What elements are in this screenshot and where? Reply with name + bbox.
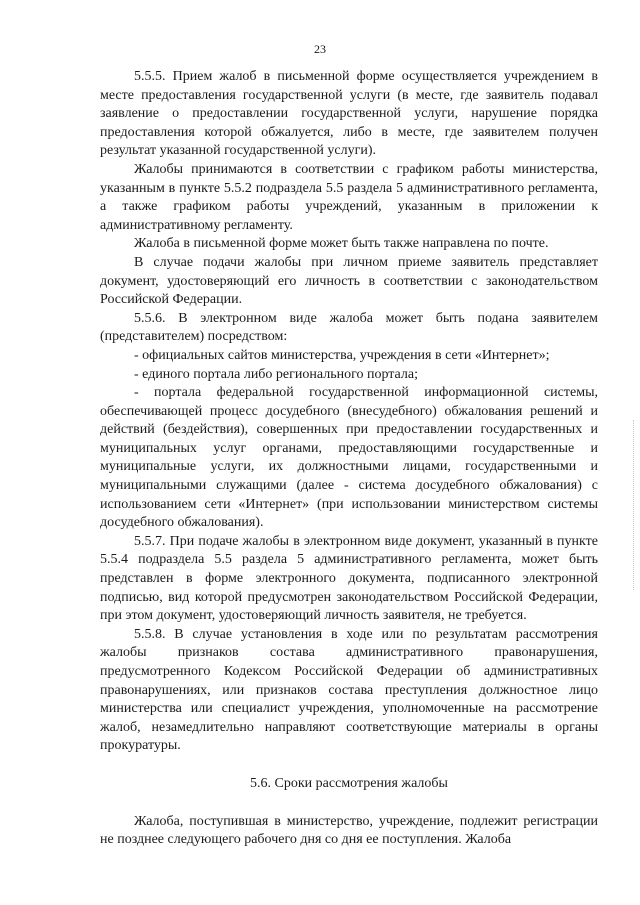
paragraph-5-5-5: 5.5.5. Прием жалоб в письменной форме осуществляется учреждением в месте предоставления государственной услуги (в месте, где заявитель подавал заявление о предоставлении государственной услуги, нарушение порядка предоставления которой обжалуется, либо в месте, где заявителем получен результат указанной государственной услуги). [100,69,598,159]
list-item-unified-portal: - единого портала либо регионального портала; [134,366,418,382]
paragraph-personal-reception: В случае подачи жалобы при личном приеме заявитель представляет документ, удостоверяющий его личность в соответствии с законодательством Российской Федерации. [100,254,598,308]
paragraph-5-5-6: 5.5.6. В электронном виде жалоба может быть подана заявителем (представителем) посредством: [100,310,598,345]
document-body [100,68,598,850]
paragraph-post: Жалоба в письменной форме может быть также направлена по почте. [134,236,549,252]
list-item-official-sites: - официальных сайтов министерства, учреждения в сети «Интернет»; [134,347,550,363]
section-heading: 5.6. Сроки рассмотрения жалобы [250,775,448,791]
paragraph-5-5-7: 5.5.7. При подаче жалобы в электронном виде документ, указанный в пункте 5.5.4 подраздела 5.5 раздела 5 административного регламента, может быть представлен в форме электронного документа, подписанного электронной подписью, вид которой предусмотрен законодательством Российской Федерации, при этом документ, удостоверяющий личность заявителя, не требуется. [100,533,598,624]
list-item-federal-portal: - портала федеральной государственной информационной системы, обеспечивающей процесс досудебного (внесудебного) обжалования решений и действий (бездействия), совершенных при предоставлении государственных и муниципальных услуг органами, предоставляющими государственные и муниципальные услуги, их должностными лицами, государственными и муниципальными служащими (далее - система досудебного обжалования) с использованием сети «Интернет» (при использовании министерством системы досудебного обжалования). [100,385,598,531]
page-number: 23 [314,42,326,56]
paragraph-registration: Жалоба, поступившая в министерство, учреждение, подлежит регистрации не позднее следующего рабочего дня со дня ее поступления. Жалоба [100,813,598,848]
scan-edge-mark [632,420,634,590]
paragraph-5-5-8: 5.5.8. В случае установления в ходе или по результатам рассмотрения жалобы признаков состава административного правонарушения, предусмотренного Кодексом Российской Федерации об административных правонарушениях, или признаков состава преступления должностное лицо министерства или специалист учреждения, уполномоченные на рассмотрение жалоб, незамедлительно направляют соответствующие материалы в органы прокуратуры. [100,626,598,754]
paragraph-schedule: Жалобы принимаются в соответствии с графиком работы министерства, указанным в пункте 5.5.2 подраздела 5.5 раздела 5 административного регламента, а также графиком работы учреждений, указанным в приложении к административному регламенту. [100,161,598,233]
